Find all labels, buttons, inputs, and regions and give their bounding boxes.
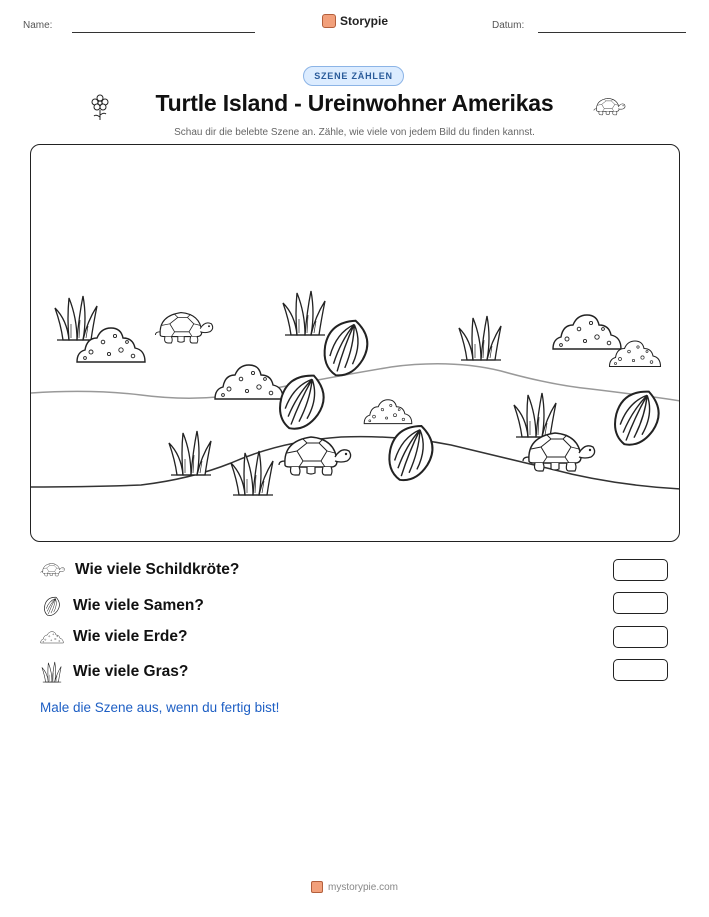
grass-icon (40, 661, 64, 683)
name-line[interactable] (72, 32, 255, 33)
answer-box-seeds[interactable] (613, 592, 668, 614)
coloring-note: Male die Szene aus, wenn du fertig bist! (40, 700, 280, 715)
answer-box-turtles[interactable] (613, 559, 668, 581)
counting-scene (30, 144, 680, 542)
name-label: Name: (23, 20, 53, 31)
soil-4 (553, 315, 621, 349)
grass-4 (169, 431, 211, 475)
turtle-1 (155, 313, 212, 343)
grass-1 (55, 296, 97, 340)
footer-url: mystorypie.com (327, 881, 398, 893)
turtle-2 (279, 437, 351, 475)
brand-logo (322, 14, 388, 28)
grass-5 (231, 451, 273, 495)
storypie-icon (311, 881, 323, 893)
turtle-icon (593, 96, 627, 118)
seed-3 (381, 418, 441, 487)
seed-4 (606, 383, 668, 453)
question-label: Wie viele Samen? (73, 597, 204, 614)
turtle-icon (40, 561, 66, 579)
footer (0, 881, 709, 893)
question-turtles (40, 561, 239, 579)
page-subtitle: Schau dir die belebte Szene an. Zähle, wie viele von jedem Bild du finden kannst. (174, 127, 535, 138)
grass-3 (459, 316, 501, 360)
answer-box-soil[interactable] (613, 626, 668, 648)
date-label: Datum: (492, 20, 525, 31)
question-label: Wie viele Gras? (73, 663, 189, 680)
question-seeds (40, 595, 204, 617)
storypie-icon (322, 14, 336, 28)
scene-count-badge: SZENE ZÄHLEN (303, 66, 404, 86)
question-soil (40, 628, 187, 646)
seed-2 (271, 367, 333, 437)
brand-name: Storypie (340, 14, 389, 28)
question-label: Wie viele Schildkröte? (75, 561, 240, 578)
soil-icon (40, 628, 64, 646)
page-title: Turtle Island - Ureinwohner Amerikas (155, 90, 554, 116)
question-label: Wie viele Erde? (73, 628, 188, 645)
ground-line-front (31, 437, 680, 489)
answer-box-grass[interactable] (613, 659, 668, 681)
soil-3 (364, 400, 412, 424)
grass-2 (283, 291, 325, 335)
seed-icon (40, 595, 64, 617)
grass-6 (514, 393, 556, 437)
date-line[interactable] (538, 32, 686, 33)
soil-2 (215, 365, 283, 399)
question-grass (40, 661, 188, 683)
